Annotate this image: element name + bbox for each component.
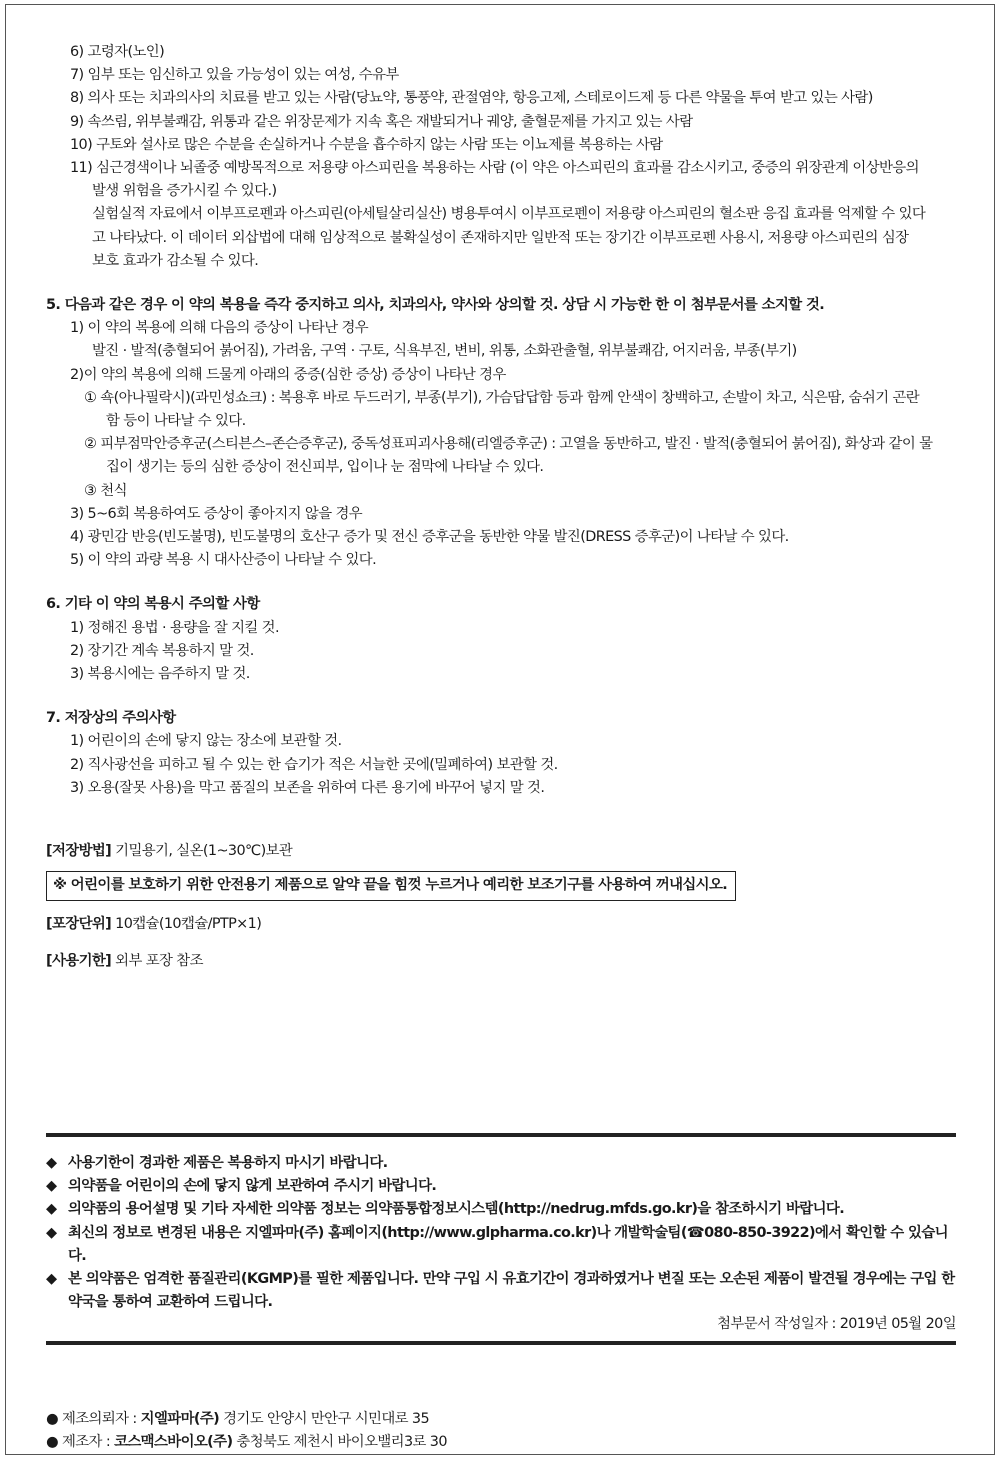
list-item: 11) 심근경색이나 뇌졸중 예방목적으로 저용량 아스피린을 복용하는 사람 (이 약은 아스피린의 효과를 감소시키고, 중증의 위장관계 이상반응의 bbox=[70, 160, 919, 177]
list-item: 8) 의사 또는 치과의사의 치료를 받고 있는 사람(당뇨약, 통풍약, 관절염약, 항응고제, 스테로이드제 등 다른 약물을 투여 받고 있는 사람) bbox=[70, 90, 873, 107]
list-item-continuation: 실험실적 자료에서 이부프로펜과 아스피린(아세틸살리실산) 병용투여시 이부프로펜이 저용량 아스피린의 혈소판 응집 효과를 억제할 수 있다 bbox=[92, 206, 926, 223]
notice-item: ◆ 사용기한이 경과한 제품은 복용하지 마시기 바랍니다. bbox=[46, 1152, 956, 1175]
diamond-bullet-icon: ◆ bbox=[46, 1178, 57, 1195]
notice-list bbox=[46, 1152, 956, 1314]
storage-value: 기밀용기, 실온(1~30℃)보관 bbox=[111, 843, 293, 860]
list-item: 7) 임부 또는 임신하고 있을 가능성이 있는 여성, 수유부 bbox=[70, 67, 399, 84]
list-item: 1) 어린이의 손에 닿지 않는 장소에 보관할 것. bbox=[70, 733, 342, 750]
diamond-bullet-icon: ◆ bbox=[46, 1224, 57, 1241]
list-item-continuation: 발생 위험을 증가시킬 수 있다.) bbox=[92, 183, 277, 200]
manufacturer-info bbox=[46, 1408, 447, 1454]
sub-item: ③ 천식 bbox=[84, 482, 127, 499]
storage-method bbox=[46, 840, 956, 863]
expiry-value: 외부 포장 참조 bbox=[111, 952, 203, 969]
manufacturer-line: ● 제조자 : 코스맥스바이오(주) 충청북도 제천시 바이오밸리3로 30 bbox=[46, 1434, 447, 1451]
diamond-bullet-icon: ◆ bbox=[46, 1201, 57, 1218]
circle-bullet-icon: ● bbox=[46, 1411, 58, 1427]
sub-item: ② 피부점막안증후군(스티븐스–존슨증후군), 중독성표피괴사용해(리엘증후군) : 고열을 동반하고, 발진 · 발적(충혈되어 붉어짐), 화상과 같이 물 bbox=[84, 436, 933, 453]
section7-list bbox=[46, 730, 956, 800]
sub-item-continuation: 집이 생기는 등의 심한 증상이 전신피부, 입이나 눈 점막에 나타날 수 있다. bbox=[106, 459, 544, 476]
expiry-info bbox=[46, 950, 956, 973]
list-item: 4) 광민감 반응(빈도불명), 빈도불명의 호산구 증가 및 전신 증후군을 동반한 약물 발진(DRESS 증후군)이 나타날 수 있다. bbox=[70, 529, 789, 546]
divider-rule bbox=[46, 1341, 956, 1345]
sub-item: ① 쇽(아나필락시)(과민성쇼크) : 복용후 바로 두드러기, 부종(부기), 가슴답답함 등과 함께 안색이 창백하고, 손발이 차고, 식은땀, 숨쉬기 곤란 bbox=[84, 389, 920, 406]
list-item: 2)이 약의 복용에 의해 드물게 아래의 중증(심한 증상) 증상이 나타난 경우 bbox=[70, 366, 506, 383]
list-item: 1) 이 약의 복용에 의해 다음의 증상이 나타난 경우 bbox=[70, 320, 369, 337]
list-item: 1) 정해진 용법 · 용량을 잘 지킬 것. bbox=[70, 619, 279, 636]
list-item: 5) 이 약의 과량 복용 시 대사산증이 나타날 수 있다. bbox=[70, 552, 377, 569]
notice-item: ◆ 의약품을 어린이의 손에 닿지 않게 보관하여 주시기 바랍니다. bbox=[46, 1175, 956, 1198]
list-item: 10) 구토와 설사로 많은 수분을 손실하거나 수분을 흡수하지 않는 사람 또는 이뇨제를 복용하는 사람 bbox=[70, 136, 663, 153]
sub-item-continuation: 함 등이 나타날 수 있다. bbox=[106, 413, 246, 430]
notice-item: ◆ 최신의 정보로 변경된 내용은 지엘파마(주) 홈페이지(http://www.glpharma.co.kr)나 개발학술팀(☎080-850-3922)에서 확인할 수 있습니다. bbox=[46, 1222, 956, 1268]
section6-heading: 6. 기타 이 약의 복용시 주의할 사항 bbox=[46, 596, 260, 613]
document-date: 첨부문서 작성일자 : 2019년 05월 20일 bbox=[717, 1316, 956, 1332]
precautions-body bbox=[46, 41, 956, 973]
section4-continued bbox=[46, 41, 956, 273]
list-item: 2) 장기간 계속 복용하지 말 것. bbox=[70, 642, 254, 659]
list-item-detail: 발진 · 발적(충혈되어 붉어짐), 가려움, 구역 · 구토, 식욕부진, 변비, 위통, 소화관출혈, 위부불쾌감, 어지러움, 부종(부기) bbox=[92, 343, 797, 360]
list-item: 9) 속쓰림, 위부불쾌감, 위통과 같은 위장문제가 지속 혹은 재발되거나 궤양, 출혈문제를 가지고 있는 사람 bbox=[70, 113, 693, 130]
document-page bbox=[5, 4, 995, 1455]
list-item: 3) 복용시에는 음주하지 말 것. bbox=[70, 666, 250, 683]
diamond-bullet-icon: ◆ bbox=[46, 1271, 57, 1288]
expiry-label: [사용기한] bbox=[46, 952, 112, 969]
list-item: 3) 5~6회 복용하여도 증상이 좋아지지 않을 경우 bbox=[70, 505, 363, 522]
section5-list bbox=[46, 317, 956, 572]
divider-rule bbox=[46, 1133, 956, 1137]
child-safety-notice: ※ 어린이를 보호하기 위한 안전용기 제품으로 알약 끝을 힘껏 누르거나 예리한 보조기구를 사용하여 꺼내십시오. bbox=[46, 871, 736, 900]
section7-heading: 7. 저장상의 주의사항 bbox=[46, 710, 176, 727]
notice-item: ◆ 의약품의 용어설명 및 기타 자세한 의약품 정보는 의약품통합정보시스템(http://nedrug.mfds.go.kr)을 참조하시기 바랍니다. bbox=[46, 1198, 956, 1221]
packaging-value: 10캡슐(10캡슐/PTP×1) bbox=[111, 915, 262, 932]
manufacturer-name: 코스맥스바이오(주) bbox=[114, 1434, 233, 1451]
list-item-continuation: 보호 효과가 감소될 수 있다. bbox=[92, 252, 259, 269]
circle-bullet-icon: ● bbox=[46, 1434, 58, 1451]
section6-list bbox=[46, 617, 956, 687]
diamond-bullet-icon: ◆ bbox=[46, 1155, 57, 1171]
list-item: 3) 오용(잘못 사용)을 막고 품질의 보존을 위하여 다른 용기에 바꾸어 넣지 말 것. bbox=[70, 779, 545, 796]
section5-heading: 5. 다음과 같은 경우 이 약의 복용을 즉각 중지하고 의사, 치과의사, 약사와 상의할 것. 상담 시 가능한 한 이 첨부문서를 소지할 것. bbox=[46, 297, 825, 314]
consignor-line: ● 제조의뢰자 : 지엘파마(주) 경기도 안양시 만안구 시민대로 35 bbox=[46, 1411, 430, 1427]
packaging-unit bbox=[46, 913, 956, 936]
notice-item: ◆ 본 의약품은 엄격한 품질관리(KGMP)를 필한 제품입니다. 만약 구입 시 유효기간이 경과하였거나 변질 또는 오손된 제품이 발견될 경우에는 구입 한 약국을 통하여 교환하여 드립니다. bbox=[46, 1268, 956, 1314]
consignor-name: 지엘파마(주) bbox=[140, 1411, 220, 1427]
storage-label: [저장방법] bbox=[46, 843, 112, 860]
list-item: 6) 고령자(노인) bbox=[70, 44, 165, 60]
packaging-label: [포장단위] bbox=[46, 915, 112, 932]
list-item: 2) 직사광선을 피하고 될 수 있는 한 습기가 적은 서늘한 곳에(밀폐하여) 보관할 것. bbox=[70, 756, 558, 773]
list-item-continuation: 고 나타났다. 이 데이터 외삽법에 대해 임상적으로 불확실성이 존재하지만 일반적 또는 장기간 이부프로펜 사용시, 저용량 아스피린의 심장 bbox=[92, 229, 909, 246]
